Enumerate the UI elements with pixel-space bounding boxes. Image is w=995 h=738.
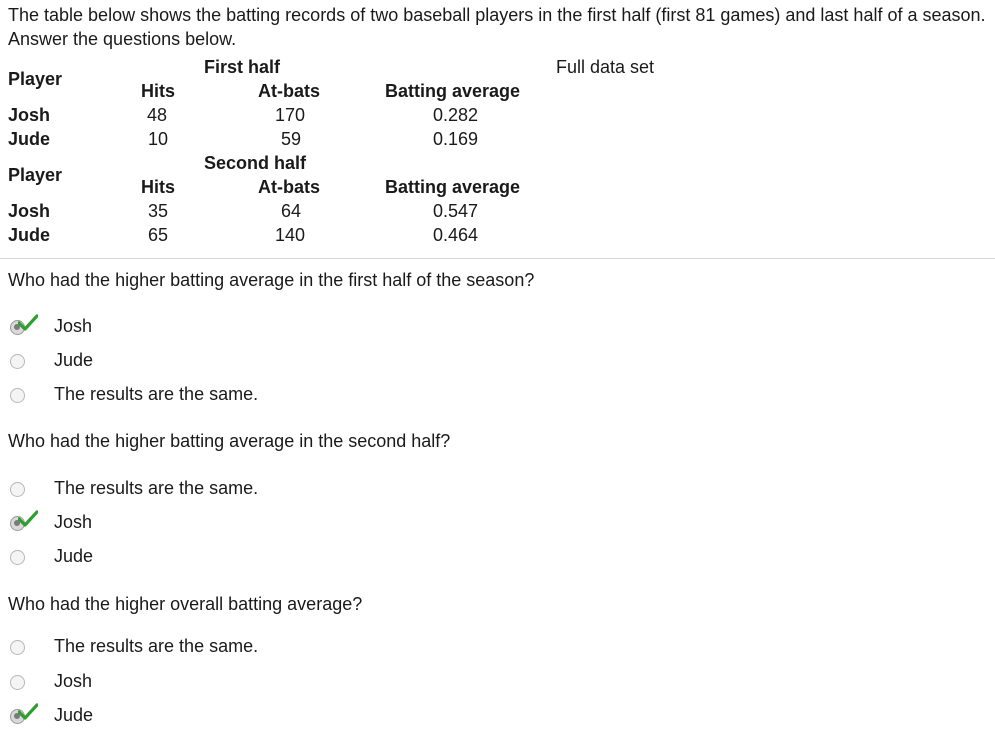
player-header: Player — [8, 165, 63, 185]
row-player: Jude — [8, 129, 51, 149]
checkmark-icon — [18, 314, 38, 332]
hits-header: Hits — [141, 81, 176, 101]
row-at-bats: 140 — [275, 225, 306, 245]
question-3-text: Who had the higher overall batting average? — [8, 594, 363, 614]
option-label: Josh — [54, 316, 93, 336]
radio-button[interactable] — [10, 675, 25, 690]
option-label: Jude — [54, 546, 94, 566]
option-label: The results are the same. — [54, 384, 259, 404]
row-player: Josh — [8, 201, 51, 221]
option-label: Josh — [54, 671, 93, 691]
batting-average-header: Batting average — [385, 177, 521, 197]
row-hits: 10 — [148, 129, 169, 149]
radio-button[interactable] — [10, 640, 25, 655]
row-hits: 35 — [148, 201, 169, 221]
checkmark-icon — [18, 703, 38, 721]
row-hits: 48 — [147, 105, 168, 125]
radio-button[interactable] — [10, 550, 25, 565]
hits-header: Hits — [141, 177, 176, 197]
option-label: The results are the same. — [54, 478, 259, 498]
full-data-set-link[interactable]: Full data set — [556, 57, 655, 77]
row-at-bats: 64 — [281, 201, 302, 221]
checkmark-icon — [18, 510, 38, 528]
option-label: The results are the same. — [54, 636, 259, 656]
row-player: Jude — [8, 225, 51, 245]
row-at-bats: 59 — [281, 129, 302, 149]
question-2-text: Who had the higher batting average in the second half? — [8, 431, 451, 451]
option-label: Jude — [54, 350, 94, 370]
table-title: Second half — [204, 153, 307, 173]
radio-button[interactable] — [10, 388, 25, 403]
row-average: 0.169 — [433, 129, 479, 149]
radio-button[interactable] — [10, 354, 25, 369]
option-label: Jude — [54, 705, 94, 725]
row-average: 0.547 — [433, 201, 479, 221]
row-at-bats: 170 — [275, 105, 306, 125]
radio-button[interactable] — [10, 482, 25, 497]
intro-text: The table below shows the batting records of two baseball players in the first half (first 81 games) and last half of a season. Answer the questions below. — [8, 5, 986, 49]
section-divider — [0, 258, 995, 259]
row-average: 0.282 — [433, 105, 479, 125]
row-average: 0.464 — [433, 225, 479, 245]
row-player: Josh — [8, 105, 51, 125]
batting-average-header: Batting average — [385, 81, 521, 101]
at-bats-header: At-bats — [258, 177, 320, 197]
row-hits: 65 — [148, 225, 169, 245]
at-bats-header: At-bats — [258, 81, 320, 101]
player-header: Player — [8, 69, 63, 89]
option-label: Josh — [54, 512, 93, 532]
table-title: First half — [204, 57, 281, 77]
question-1-text: Who had the higher batting average in the first half of the season? — [8, 270, 535, 290]
